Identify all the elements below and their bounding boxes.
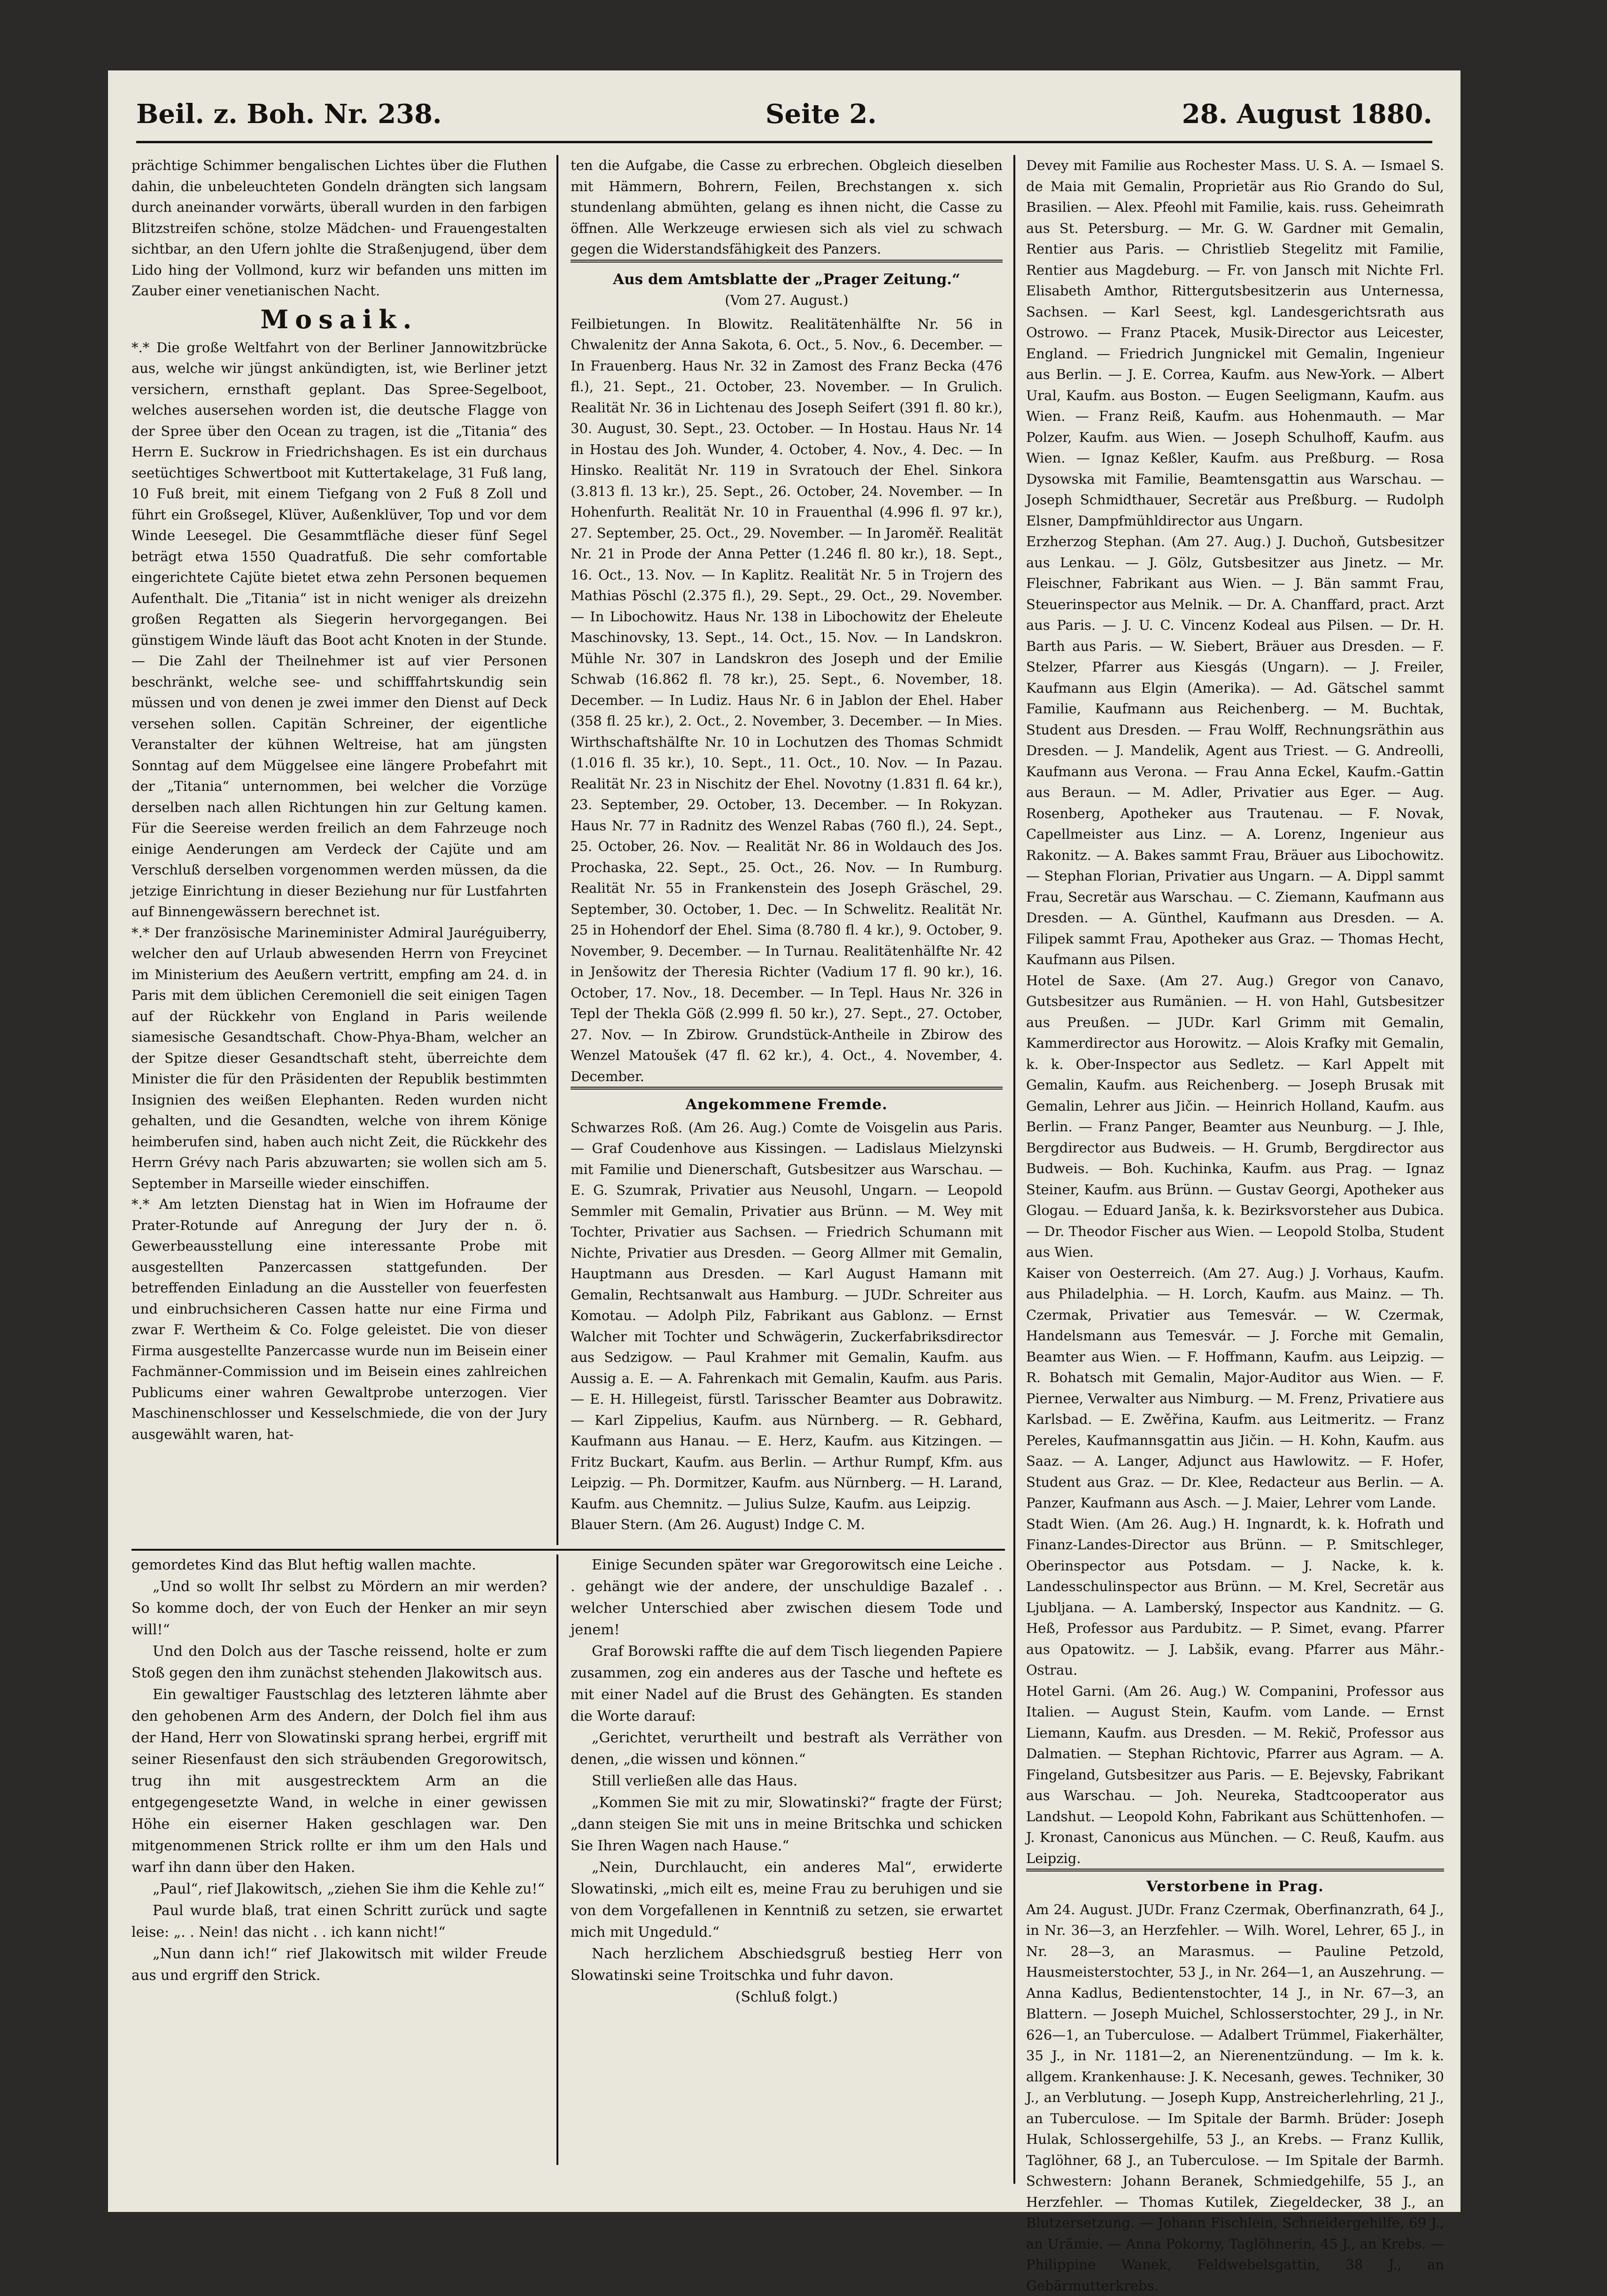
story-paragraph: Und den Dolch aus der Tasche reissend, holte er zum Stoß gegen den ihm zunächst stehenden Jlakowitsch aus. (131, 1641, 547, 1684)
page-header (136, 94, 1432, 143)
section-title-amtsblatt: Aus dem Amtsblatte der „Prager Zeitung.“ (571, 269, 1003, 290)
hotel-garni: Hotel Garni. (Am 26. Aug.) W. Companini, Professor aus Italien. — August Stein, Kaufm. vom Lande. — Ernst Liemann, Kaufm. aus Dresden. — M. Rekič, Professor aus Dalmatien. — Stephan Richtovic, Pfarrer aus Agram. — A. Fingeland, Gutsbesitzer aus Paris. — E. Bejevsky, Fabrikant aus Warschau. — Joh. Neureka, Stadtcooperator aus Landshut. — Leopold Kohn, Fabrikant aus Schüttenhofen. — J. Kronast, Canonicus aus München. — C. Reuß, Kaufm. aus Leipzig. (1026, 1681, 1444, 1869)
story-column-1 (131, 1554, 547, 2165)
column-2 (571, 155, 1003, 1545)
story-paragraph: Paul wurde blaß, trat einen Schritt zurück und sagte leise: „. . Nein! das nicht . . ich kann nicht!“ (131, 1900, 547, 1943)
hotel-de-saxe: Hotel de Saxe. (Am 27. Aug.) Gregor von Canavo, Gutsbesitzer aus Rumänien. — H. von Hahl, Gutsbesitzer aus Preußen. — JUDr. Karl Grimm mit Gemalin, Kammerdirector aus Horowitz. — Alois Krafky mit Gemalin, k. k. Ober-Inspector aus Sedletz. — Karl Appelt mit Gemalin, Kaufm. aus Reichenberg. — Joseph Brusak mit Gemalin, Lehrer aus Jičin. — Heinrich Holland, Kaufm. aus Berlin. — Franz Panger, Beamter aus Neunburg. — J. Ihle, Bergdirector aus Budweis. — H. Grumb, Bergdirector aus Budweis. — Boh. Kuchinka, Kaufm. aus Prag. — Ignaz Steiner, Kaufm. aus Brünn. — Gustav Georgi, Apotheker aus Glogau. — Eduard Janša, k. k. Bezirksvorsteher aus Dubica. — Dr. Theodor Fischer aus Wien. — Leopold Stolba, Student aus Wien. (1026, 970, 1444, 1263)
story-paragraph: „Paul“, rief Jlakowitsch, „ziehen Sie ihm die Kehle zu!“ (131, 1879, 547, 1900)
story-column-2 (571, 1554, 1003, 2165)
story-paragraph: „Und so wollt Ihr selbst zu Mördern an mir werden? So komme doch, der von Euch der Henker an mir seyn will!“ (131, 1576, 547, 1641)
amtsblatt-body: Feilbietungen. In Blowitz. Realitätenhälfte Nr. 56 in Chwalenitz der Anna Sakota, 6. Oct., 5. Nov., 6. December. — In Frauenberg. Haus Nr. 32 in Zamost des Franz Becka (476 fl.), 21. Sept., 21. October, 23. November. — In Grulich. Realität Nr. 36 in Lichtenau des Joseph Seifert (391 fl. 80 kr.), 30. August, 30. Sept., 23. October. — In Hostau. Haus Nr. 14 in Hostau des Joh. Wunder, 4. October, 4. Nov., 4. Dec. — In Hinsko. Realität Nr. 119 in Svratouch der Ehel. Sinkora (3.813 fl. 13 kr.), 25. Sept., 26. October, 24. November. — In Hohenfurth. Realität Nr. 10 in Frauenthal (4.996 fl. 97 kr.), 27. September, 25. Oct., 29. November. — In Jaroměř. Realität Nr. 21 in Prode der Anna Petter (1.246 fl. 80 kr.), 18. Sept., 16. Oct., 13. Nov. — In Kaplitz. Realität Nr. 5 in Trojern des Mathias Pöschl (2.375 fl.), 29. Sept., 29. Oct., 29. November. — In Libochowitz. Haus Nr. 138 in Libochowitz der Eheleute Maschinovsky, 13. Sept., 14. Oct., 15. Nov. — In Landskron. Mühle Nr. 307 in Landskron des Joseph und der Emilie Schwab (16.862 fl. 78 kr.), 25. Sept., 6. November, 18. December. — In Ludiz. Haus Nr. 6 in Jablon der Ehel. Haber (358 fl. 25 kr.), 2. Oct., 2. November, 3. December. — In Mies. Wirthschaftshälfte Nr. 10 in Lochutzen des Thomas Schmidt (1.016 fl. 35 kr.), 10. Sept., 11. Oct., 10. Nov. — In Pazau. Realität Nr. 23 in Nischitz der Ehel. Novotny (1.831 fl. 64 kr.), 23. September, 29. October, 13. December. — In Rokyzan. Haus Nr. 77 in Radnitz des Wenzel Rabas (760 fl.), 24. Sept., 25. October, 26. Nov. — Realität Nr. 86 in Woldauch des Jos. Prochaska, 22. Sept., 25. Oct., 26. Nov. — In Rumburg. Realität Nr. 55 in Frankenstein des Joseph Gräschel, 29. September, 30. October, 1. Dec. — In Schwelitz. Realität Nr. 25 in Hohendorf der Ehel. Sima (8.780 fl. 4 kr.), 9. October, 9. November, 9. December. — In Turnau. Realitätenhälfte Nr. 42 in Jenšowitz der Theresia Richter (Vadium 17 fl. 90 kr.), 16. October, 17. Nov., 18. December. — In Tepl. Haus Nr. 326 in Tepl der Thekla Göß (2.999 fl. 50 kr.), 27. Sept., 27. October, 27. Nov. — In Zbirow. Grundstück-Antheile in Zbirow des Wenzel Matoušek (47 fl. 62 kr.), 4. Oct., 4. November, 4. December. (571, 314, 1003, 1087)
article-weltfahrt: *.* Die große Weltfahrt von der Berliner Jannowitzbrücke aus, welche wir jüngst ankündigten, ist, wie Berliner jetzt versichern, ernsthaft geplant. Das Spree-Segelboot, welches ausersehen worden ist, die deutsche Flagge von der Spree über den Ocean zu tragen, ist die „Titania“ des Herrn E. Suckrow in Friedrichshagen. Es ist ein durchaus seetüchtiges Schwertboot mit Kuttertakelage, 31 Fuß lang, 10 Fuß breit, mit einem Tiefgang von 2 Fuß 8 Zoll und führt ein Großsegel, Klüver, Außenklüver, Top und vor dem Winde Leesegel. Die Gesammtfläche dieser fünf Segel beträgt etwa 1550 Quadratfuß. Die sehr comfortable eingerichtete Cajüte bietet etwa zehn Personen bequemen Aufenthalt. Die „Titania“ ist in nicht weniger als dreizehn großen Regatten als Siegerin hervorgegangen. Bei günstigem Winde läuft das Boot acht Knoten in der Stunde. — Die Zahl der Theilnehmer ist auf vier Personen beschränkt, welche see- und schifffahrtskundig sein müssen und von denen je zwei immer den Dienst auf Deck versehen sollen. Capitän Schreiner, der eigentliche Veranstalter der kühnen Weltreise, hat am jüngsten Sonntag auf dem Müggelsee eine längere Probefahrt mit der „Titania“ unternommen, bei welcher die Vorzüge derselben nach allen Richtungen hin zur Geltung kamen. Für die Seereise werden freilich an dem Fahrzeuge noch einige Aenderungen am Verdeck der Cajüte und am Verschluß derselben vorgenommen werden müssen, da die jetzige Einrichtung in dieser Beziehung nur für Lustfahrten auf Binnengewässern berechnet ist. (131, 337, 547, 922)
story-paragraph: „Nun dann ich!“ rief Jlakowitsch mit wilder Freude aus und ergriff den Strick. (131, 1943, 547, 1987)
story-paragraph: Graf Borowski raffte die auf dem Tisch liegenden Papiere zusammen, zog ein anderes aus der Tasche und heftete es mit einer Nadel auf die Brust des Gehängten. Es standen die Worte darauf: (571, 1641, 1003, 1727)
page-number: Seite 2. (765, 99, 877, 130)
article-panzercasse-cont: ten die Aufgabe, die Casse zu erbrechen. Obgleich dieselben mit Hämmern, Bohrern, Feilen, Brechstangen x. sich stundenlang abmühten, gelang es ihnen nicht, die Casse zu öffnen. Alle Werkzeuge erwiesen sich als viel zu schwach gegen die Widerstandsfähigkeit des Panzers. (571, 155, 1003, 260)
to-be-continued: (Schluß folgt.) (571, 1987, 1003, 2008)
section-title-fremde: Angekommene Fremde. (571, 1094, 1003, 1115)
column-1 (131, 155, 547, 1545)
story-paragraph: Nach herzlichem Abschiedsgruß bestieg Herr von Slowatinski seine Troitschka und fuhr davon. (571, 1943, 1003, 1987)
story-paragraph: „Gerichtet, verurtheilt und bestraft als Verräther von denen, „die wissen und können.“ (571, 1727, 1003, 1770)
article-panzercasse: *.* Am letzten Dienstag hat in Wien im Hofraume der Prater-Rotunde auf Anregung der Jury der n. ö. Gewerbeausstellung eine interessante Probe mit ausgestellten Panzercassen stattgefunden. Der betreffenden Einladung an die Aussteller von feuerfesten und einbruchsicheren Cassen hatte nur eine Firma und zwar F. Wertheim & Co. Folge geleistet. Die von dieser Firma ausgestellte Panzercasse wurde nun im Beisein einer Fachmänner-Commission und im Beisein eines zahlreichen Publicums einer wahren Gewaltprobe unterzogen. Vier Maschinenschlosser und Kesselschmiede, die von der Jury ausgewählt waren, hat- (131, 1194, 547, 1445)
verstorbene-section (1026, 1869, 1444, 1897)
issue-date: 28. August 1880. (1182, 99, 1432, 130)
fremde-list-cont: Devey mit Familie aus Rochester Mass. U. S. A. — Ismael S. de Maia mit Gemalin, Proprietär aus Rio Grando do Sul, Brasilien. — Alex. Pfeohl mit Familie, kais. russ. Geheimrath aus St. Petersburg. — Mr. G. W. Gardner mit Gemalin, Rentier aus Paris. — Christlieb Stegelitz mit Familie, Rentier aus Magdeburg. — Fr. von Jansch mit Nichte Frl. Elisabeth Amthor, Rittergutsbesitzerin aus Unternessa, Sachsen. — Karl Seest, kgl. Landesgerichtsrath aus Ostrowo. — Franz Ptacek, Musik-Director aus Leicester, England. — Friedrich Jungnickel mit Gemalin, Ingenieur aus Berlin. — J. E. Correa, Kaufm. aus New-York. — Albert Ural, Kaufm. aus Boston. — Eugen Seeligmann, Kaufm. aus Wien. — Franz Reiß, Kaufm. aus Hohenmauth. — Mar Polzer, Kaufm. aus Wien. — Joseph Schulhoff, Kaufm. aus Wien. — Ignaz Keßler, Kaufm. aus Preßburg. — Rosa Dysowska mit Familie, Beamtensgattin aus Warschau. — Joseph Schmidthauer, Secretär aus Preßburg. — Rudolph Elsner, Dampfmühldirector aus Ungarn. (1026, 155, 1444, 531)
verstorbene-body: Am 24. August. JUDr. Franz Czermak, Oberfinanzrath, 64 J., in Nr. 36—3, an Herzfehler. — Wilh. Worel, Lehrer, 65 J., in Nr. 28—3, an Marasmus. — Pauline Petzold, Hausmeisterstochter, 53 J., in Nr. 264—1, an Auszehrung. — Anna Kadlus, Bedientenstochter, 14 J., in Nr. 67—3, an Blattern. — Joseph Muichel, Schlosserstochter, 29 J., in Nr. 626—1, an Tuberculose. — Adalbert Trümmel, Fiakerhälter, 35 J., in Nr. 1181—2, an Nierenentzündung. — Im k. k. allgem. Krankenhause: J. K. Necesanh, gewes. Techniker, 30 J., an Verblutung. — Joseph Kupp, Anstreicherlehrling, 21 J., an Tuberculose. — Im Spitale der Barmh. Brüder: Joseph Hulak, Schlossergehilfe, 53 J., an Krebs. — Franz Kullik, Taglöhner, 68 J., an Tuberculose. — Im Spitale der Barmh. Schwestern: Johann Beranek, Schmiedgehilfe, 55 J., an Herzfehler. — Thomas Kutilek, Ziegeldecker, 38 J., an Blutzersetzung. — Johann Fischlein, Schneidergehilfe, 69 J., an Urämie. — Anna Pokorny, Taglöhnerin, 45 J., an Krebs. — Philippine Wanek, Feldwebelsgattin, 38 J., an Gebärmutterkrebs. (1026, 1899, 1444, 2296)
fremde-section (571, 1087, 1003, 1115)
story-top-rule (131, 1549, 1005, 1551)
fremde-blauer-stern: Blauer Stern. (Am 26. August) Indge C. M. (571, 1514, 1003, 1535)
story-paragraph: „Kommen Sie mit zu mir, Slowatinski?“ fragte der Fürst; „dann steigen Sie mit uns in meine Britschka und schicken Sie Ihren Wagen nach Hause.“ (571, 1792, 1003, 1857)
story-paragraph: gemordetes Kind das Blut heftig wallen machte. (131, 1554, 547, 1576)
newspaper-page (108, 70, 1460, 2212)
column-rule-2 (1013, 155, 1015, 2184)
column-3 (1026, 155, 1444, 2184)
hotel-kaiser-von-oesterreich: Kaiser von Oesterreich. (Am 27. Aug.) J. Vorhaus, Kaufm. aus Philadelphia. — H. Lorch, Kaufm. aus Mainz. — Th. Czermak, Privatier aus Temesvár. — W. Czermak, Handelsmann aus Temesvár. — J. Forche mit Gemalin, Beamter aus Wien. — F. Hoffmann, Kaufm. aus Leipzig. — R. Bohatsch mit Gemalin, Major-Auditor aus Wien. — F. Piernee, Verwalter aus Nimburg. — M. Frenz, Privatiere aus Karlsbad. — E. Zwěřina, Kaufm. aus Leitmeritz. — Franz Pereles, Kaufmannsgattin aus Jičin. — H. Kohn, Kaufm. aus Saaz. — A. Langer, Adjunct aus Hawlowitz. — F. Hofer, Student aus Graz. — Dr. Klee, Redacteur aus Berlin. — A. Panzer, Kaufmann aus Asch. — J. Maier, Lehrer vom Lande. (1026, 1263, 1444, 1514)
hotel-erzherzog-stephan: Erzherzog Stephan. (Am 27. Aug.) J. Duchoň, Gutsbesitzer aus Lenkau. — J. Gölz, Gutsbesitzer aus Jinetz. — Mr. Fleischner, Fabrikant aus Wien. — J. Bän sammt Frau, Steuerinspector aus Melnik. — Dr. A. Chanffard, pract. Arzt aus Paris. — J. U. C. Vincenz Kodeal aus Pilsen. — Dr. H. Barth aus Paris. — W. Siebert, Bräuer aus Dresden. — F. Stelzer, Pfarrer aus Kiesgás (Ungarn). — J. Freiler, Kaufmann aus Elgin (Amerika). — Ad. Gätschel sammt Familie, Kaufmann aus Reichenberg. — M. Buchtak, Student aus Dresden. — Frau Wolff, Rechnungsräthin aus Dresden. — J. Mandelik, Agent aus Triest. — G. Andreolli, Kaufmann aus Verona. — Frau Anna Eckel, Kaufm.-Gattin aus Beraun. — M. Adler, Privatier aus Eger. — Aug. Rosenberg, Apotheker aus Trautenau. — F. Novak, Capellmeister aus Linz. — A. Lorenz, Ingenieur aus Rakonitz. — A. Bakes sammt Frau, Bräuer aus Libochowitz. — Stephan Florian, Privatier aus Ungarn. — A. Dippl sammt Frau, Secretär aus Warschau. — C. Ziemann, Kaufmann aus Dresden. — A. Günthel, Kaufmann aus Dresden. — A. Filipek sammt Frau, Apotheker aus Graz. — Thomas Hecht, Kaufmann aus Pilsen. (1026, 531, 1444, 970)
story-paragraph: Ein gewaltiger Faustschlag des letzteren lähmte aber den gehobenen Arm des Andern, der Dolch fiel ihm aus der Hand, Herr von Slowatinski sprang herbei, ergriff mit seiner Riesenfaust den sich sträubenden Gregorowitsch, trug ihn mit ausgestrecktem Arm an die entgegengesetzte Wand, in welche in einer gewissen Höhe ein eiserner Haken geschlagen war. Den mitgenommenen Strick rollte er ihm um den Hals und warf ihn dann über den Haken. (131, 1684, 547, 1879)
story-paragraph: „Nein, Durchlaucht, ein anderes Mal“, erwiderte Slowatinski, „mich eilt es, meine Frau zu beruhigen und sie von dem Vorgefallenen in Kenntniß zu setzen, sie erwartet mich mit Ungeduld.“ (571, 1857, 1003, 1943)
hotel-stadt-wien: Stadt Wien. (Am 26. Aug.) H. Ingnardt, k. k. Hofrath und Finanz-Landes-Director aus Brünn. — P. Smitschleger, Oberinspector aus Potsdam. — J. Nacke, k. k. Landesschulinspector aus Brünn. — M. Krel, Secretär aus Ljubljana. — A. Lamberský, Inspector aus Kandnitz. — G. Heß, Professor aus Pardubitz. — P. Simet, evang. Pfarrer aus Opatowitz. — J. Labšik, evang. Pfarrer aus Mähr.-Ostrau. (1026, 1514, 1444, 1681)
story-paragraph: Einige Secunden später war Gregorowitsch eine Leiche . . gehängt wie der andere, der unschuldige Bazalef . . welcher Unterschied aber zwischen diesem Tode und jenem! (571, 1554, 1003, 1641)
article-marineminister: *.* Der französische Marineminister Admiral Jauréguiberry, welcher den auf Urlaub abwesenden Herrn von Freycinet im Ministerium des Aeußern vertritt, empfing am 24. d. in Paris mit dem üblichen Ceremoniell die seit einigen Tagen auf der Rückkehr von England in Paris weilende siamesische Gesandtschaft. Chow-Phya-Bham, welcher an der Spitze dieser Gesandtschaft steht, überreichte dem Minister die für den Präsidenten der Republik bestimmten Insignien des weißen Elephanten. Reden wurden nicht gehalten, und die Gesandten, welche von ihrem Könige heimberufen sind, haben auch nicht Zeit, die Rückkehr des Herrn Grévy nach Paris abzuwarten; sie wollen sich am 5. September in Marseille wieder einschiffen. (131, 922, 547, 1194)
feuilleton-story (131, 1554, 1003, 2165)
amtsblatt-date: (Vom 27. August.) (571, 290, 1003, 311)
column-rule-1 (556, 155, 558, 1545)
story-paragraph: Still verließen alle das Haus. (571, 1770, 1003, 1792)
section-title-mosaik: Mosaik. (131, 304, 547, 334)
issue-label: Beil. z. Boh. Nr. 238. (136, 99, 442, 130)
fremde-body: Schwarzes Roß. (Am 26. Aug.) Comte de Voisgelin aus Paris. — Graf Coudenhove aus Kissingen. — Ladislaus Mielzynski mit Familie und Dienerschaft, Gutsbesitzer aus Warschau. — E. G. Szumrak, Privatier aus Neusohl, Ungarn. — Leopold Semmler mit Gemalin, Privatier aus Brünn. — M. Wey mit Tochter, Privatier aus Sachsen. — Friedrich Schumann mit Nichte, Privatier aus Dresden. — Georg Allmer mit Gemalin, Hauptmann aus Dresden. — Karl August Hamann mit Gemalin, Rechtsanwalt aus Hamburg. — JUDr. Schreiter aus Komotau. — Adolph Pilz, Fabrikant aus Gablonz. — Ernst Walcher mit Tochter und Schwägerin, Zuckerfabriksdirector aus Sedzigow. — Paul Krahmer mit Gemalin, Kaufm. aus Aussig a. E. — A. Fahrenkach mit Gemalin, Kaufm. aus Paris. — E. H. Hillegeist, fürstl. Tarisscher Beamter aus Dobrawitz. — Karl Zippelius, Kaufm. aus Nürnberg. — R. Gebhard, Kaufmann aus Hanau. — E. Herz, Kaufm. aus Kitzingen. — Fritz Buckart, Kaufm. aus Berlin. — Arthur Rumpf, Kfm. aus Leipzig. — Ph. Dormitzer, Kaufm. aus Nürnberg. — H. Larand, Kaufm. aus Chemnitz. — Julius Sulze, Kaufm. aus Leipzig. (571, 1117, 1003, 1515)
amtsblatt-section (571, 260, 1003, 311)
section-title-verstorbene: Verstorbene in Prag. (1026, 1876, 1444, 1897)
venice-paragraph: prächtige Schimmer bengalischen Lichtes über die Fluthen dahin, die unbeleuchteten Gondeln drängten sich langsam durch aneinander vorwärts, überall wurden in den farbigen Blitzstreifen schöne, stolze Mädchen- und Frauengestalten sichtbar, an den Ufern johlte die Straßenjugend, über dem Lido hing der Vollmond, kurz wir befanden uns mitten im Zauber einer venetianischen Nacht. (131, 155, 547, 301)
